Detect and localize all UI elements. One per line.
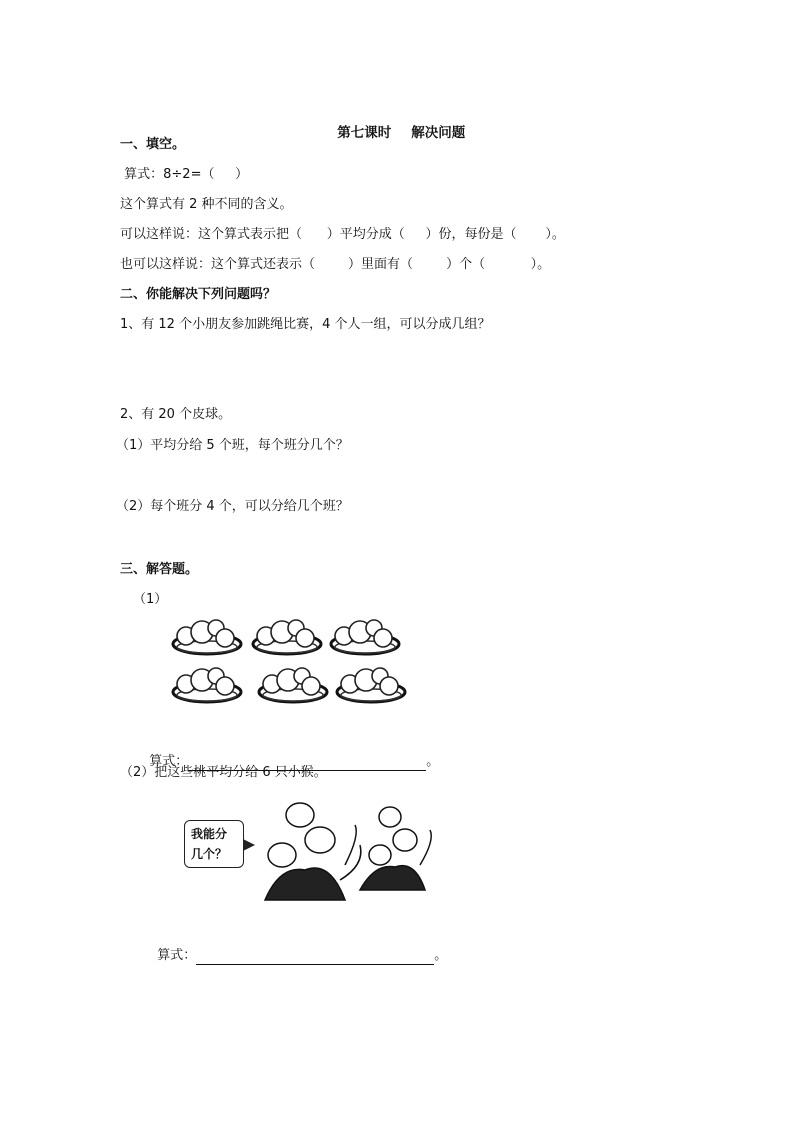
meaning-text: 这个算式有 2 种不同的含义。 [120, 197, 293, 212]
part-2-text: （2）把这些桃平均分给 6 只小猴。 [120, 765, 327, 780]
period: 。 [434, 948, 448, 963]
lesson-label: 第七课时 [337, 125, 392, 141]
section3-heading: 三、解答题。 [120, 562, 199, 577]
formula-label: 算式： [149, 754, 189, 769]
question-2: 2、有 20 个皮球。 [120, 407, 232, 422]
bubble-line-1: 我能分 [191, 827, 228, 841]
question-1: 1、有 12 个小朋友参加跳绳比赛，4 个人一组，可以分成几组？ [120, 317, 491, 332]
bubble-line-2: 几个？ [191, 847, 228, 861]
statement-2: 也可以这样说：这个算式还表示（ ）里面有（ ）个（ ）。 [120, 257, 551, 272]
part-1-label: （1） [133, 592, 168, 607]
six-plates-of-peaches-icon [170, 616, 410, 708]
question-2-1: （1）平均分给 5 个班，每个班分几个？ [116, 438, 349, 453]
statement-1: 可以这样说：这个算式表示把（ ）平均分成（ ）份，每份是（ ）。 [120, 227, 565, 242]
part-2-answer [149, 929, 447, 965]
period: 。 [426, 754, 440, 769]
topic-label: 解决问题 [411, 125, 466, 141]
speech-bubble [184, 820, 244, 868]
page-title [0, 106, 793, 142]
question-2-2: （2）每个班分 4 个，可以分给几个班？ [116, 499, 349, 514]
monkeys-icon [260, 795, 440, 907]
monkeys-illustration [180, 795, 440, 910]
formula-text: 算式：8÷2=（ ） [120, 167, 249, 182]
formula-label: 算式： [157, 948, 197, 963]
answer-line-2[interactable] [196, 950, 434, 965]
section1-heading: 一、填空。 [120, 137, 186, 152]
section2-heading: 二、你能解决下列问题吗？ [120, 287, 277, 302]
